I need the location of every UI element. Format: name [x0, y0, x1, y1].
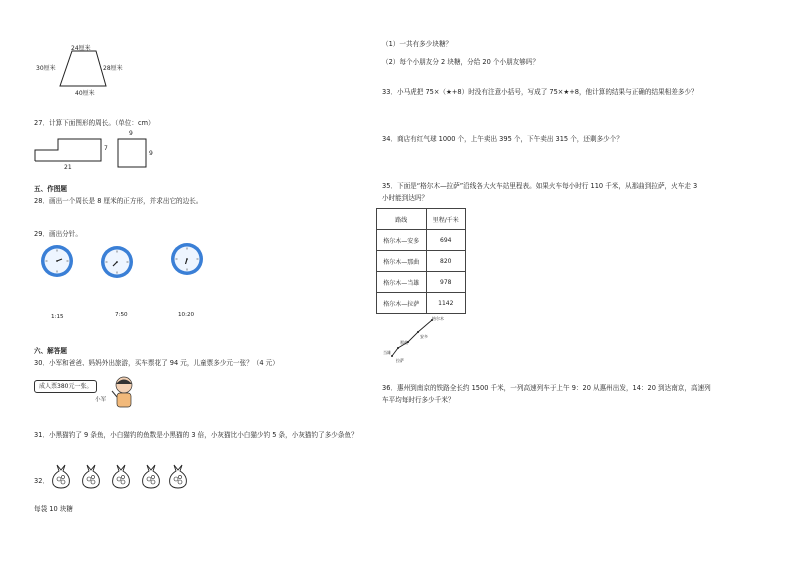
question-32-part-1: （1）一共有多少块糖？: [382, 40, 453, 48]
boy-label: 小军: [95, 397, 107, 403]
clock-3: [170, 242, 204, 276]
trapezoid-right-label: 28厘米: [103, 65, 123, 72]
step-shape-height-label: 7: [104, 145, 108, 152]
question-28: 28．画出一个周长是 8 厘米的正方形，并求出它的边长。: [34, 197, 203, 205]
map-label-nagqu: 那曲: [400, 340, 408, 345]
question-29: 29．画出分针。: [34, 230, 82, 238]
square-figure: [117, 138, 147, 168]
section-6-heading: 六、解答题: [34, 347, 67, 355]
question-36-line-2: 车平均每时行多少千米？: [382, 396, 455, 404]
trapezoid-top-label: 24厘米: [71, 45, 91, 52]
step-shape-width-label: 21: [64, 164, 72, 171]
table-row: [377, 272, 466, 293]
table-header-cell: 路线: [377, 209, 427, 230]
table-cell-route: 格尔木—那曲: [377, 251, 427, 272]
map-label-damxung: 当雄: [383, 350, 391, 355]
clock-2: [100, 245, 134, 279]
question-27: 27．计算下面图形的周长。（单位：cm）: [34, 119, 155, 127]
table-row: [377, 251, 466, 272]
candy-bag-4: [140, 463, 162, 489]
trapezoid-bottom-label: 40厘米: [75, 90, 95, 97]
table-cell-route: 格尔木—当雄: [377, 272, 427, 293]
bag-caption: 每袋 10 块糖: [34, 505, 73, 513]
map-label-lhasa: 拉萨: [396, 358, 404, 363]
table-cell-distance: 820: [426, 251, 465, 272]
question-34: 34．商店有红气球 1000 个，上午卖出 395 个，下午卖出 315 个，还剩多少个？: [382, 135, 623, 143]
candy-bag-1: [50, 463, 72, 489]
candy-bag-3: [110, 463, 132, 489]
question-33: 33．小马虎把 75×（★+8）时没有注意小括号，写成了 75×★+8，他计算的结果与正确的结果相差多少？: [382, 88, 698, 96]
square-top-label: 9: [129, 130, 133, 137]
table-header-row: [377, 209, 466, 230]
clock-2-time: 7:50: [115, 312, 128, 318]
question-36-line-1: 36．惠州到南京的铁路全长约 1500 千米，一列高速列车于上午 9：20 从惠州出发，14：20 到达南京，高速列: [382, 384, 711, 392]
table-cell-distance: 694: [426, 230, 465, 251]
step-shape-figure: [34, 138, 102, 162]
candy-bag-5: [167, 463, 189, 489]
question-31: 31．小黑猫钓了 9 条鱼，小白猫钓的鱼数是小黑猫的 3 倍，小灰猫比小白猫少钓 5 条，小灰猫钓了多少条鱼？: [34, 431, 358, 439]
map-label-amdo: 安多: [420, 334, 428, 339]
question-30: 30．小军和爸爸、妈妈外出旅游，买车票花了 94 元，儿童票多少元一张？（4 元）: [34, 359, 279, 367]
question-35-line-2: 小时能到达吗？: [382, 194, 429, 202]
clock-1-time: 1:15: [51, 314, 64, 320]
table-cell-route: 格尔木—拉萨: [377, 293, 427, 314]
table-cell-distance: 978: [426, 272, 465, 293]
square-right-label: 9: [149, 150, 153, 157]
table-row: [377, 293, 466, 314]
candy-bag-2: [80, 463, 102, 489]
question-32-part-2: （2）每个小朋友分 2 块糖，分给 20 个小朋友够吗？: [382, 58, 540, 66]
table-cell-distance: 1142: [426, 293, 465, 314]
clock-3-time: 10:20: [178, 312, 195, 318]
table-row: [377, 230, 466, 251]
table-header-cell: 里程/千米: [426, 209, 465, 230]
boy-illustration: [110, 375, 138, 411]
mileage-table: [376, 208, 466, 314]
map-label-golmud: 格尔木: [432, 316, 444, 321]
section-5-heading: 五、作图题: [34, 185, 67, 193]
trapezoid-left-label: 30厘米: [36, 65, 56, 72]
clock-1: [40, 244, 74, 278]
table-cell-route: 格尔木—安多: [377, 230, 427, 251]
question-35-line-1: 35．下面是“格尔木—拉萨”沿线各大火车站里程表。如果火车每小时行 110 千米，从那曲到拉萨，火车走 3: [382, 182, 698, 190]
question-32-number: 32．: [34, 477, 49, 485]
speech-bubble: 成人票380元一张。: [34, 380, 97, 393]
